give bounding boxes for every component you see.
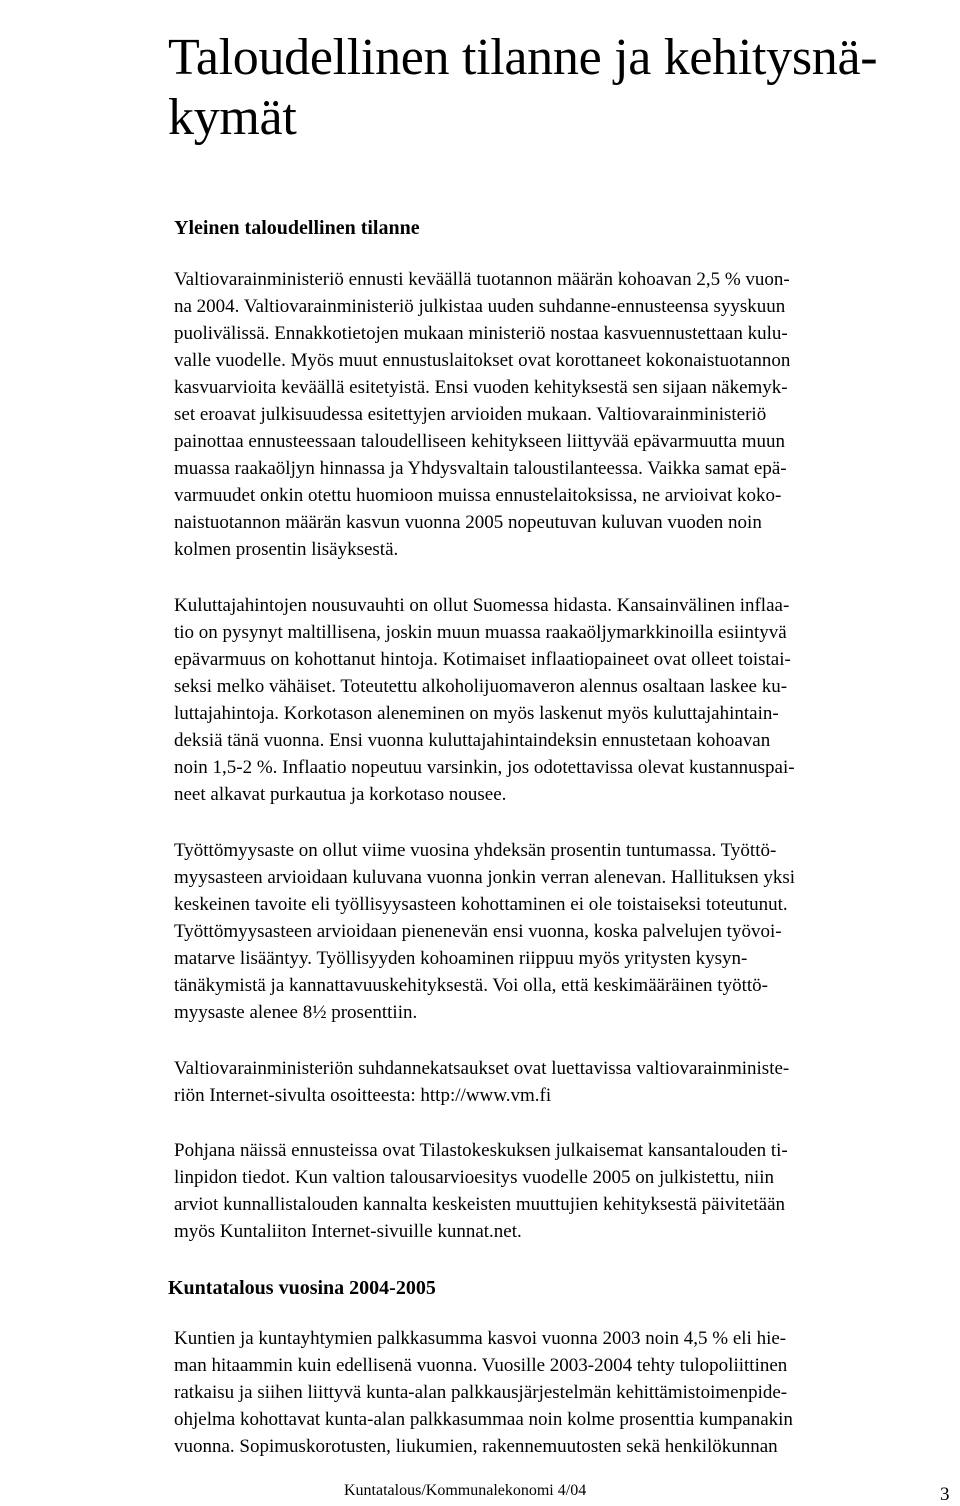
text-line: Kuluttajahintojen nousuvauhti on ollut Suomessa hidasta. Kansainvälinen inflaa- xyxy=(174,595,790,616)
title-line: Taloudellinen tilanne ja kehitysnä- xyxy=(168,29,878,86)
paragraph-2 xyxy=(174,592,944,808)
text-line: Kuntien ja kuntayhtymien palkkasumma kasvoi vuonna 2003 noin 4,5 % eli hie- xyxy=(174,1328,787,1349)
text-line: ohjelma kohottavat kunta-alan palkkasummaa noin kolme prosenttia kumpanakin xyxy=(174,1409,793,1430)
text-line: tänäkymistä ja kannattavuuskehityksestä. Voi olla, että keskimääräinen työttö- xyxy=(174,975,768,996)
text-line: matarve lisääntyy. Työllisyyden kohoaminen riippuu myös yritysten kysyn- xyxy=(174,948,748,969)
text-line: epävarmuus on kohottanut hintoja. Kotimaiset inflaatiopaineet ovat olleet toistai- xyxy=(174,649,791,670)
publication-footer: Kuntatalous/Kommunalekonomi 4/04 xyxy=(344,1482,587,1499)
text-line: neet alkavat purkautua ja korkotaso nousee. xyxy=(174,784,507,805)
paragraph-4 xyxy=(174,1055,944,1109)
paragraph-1 xyxy=(174,266,944,563)
text-line: vuonna. Sopimuskorotusten, liukumien, rakennemuutosten sekä henkilökunnan xyxy=(174,1436,778,1457)
text-line: keskeinen tavoite eli työllisyysasteen kohottaminen ei ole toistaiseksi toteutunut. xyxy=(174,894,788,915)
text-line: painottaa ennusteessaan taloudelliseen kehitykseen liittyvää epävarmuutta muun xyxy=(174,431,785,452)
text-line: naistuotannon määrän kasvun vuonna 2005 nopeutuvan kuluvan vuoden noin xyxy=(174,512,762,533)
text-line: Työttömyysasteen arvioidaan pienenevän ensi vuonna, koska palvelujen työvoi- xyxy=(174,921,782,942)
section-heading-kuntatalous: Kuntatalous vuosina 2004-2005 xyxy=(168,1277,436,1299)
page-title xyxy=(168,28,928,148)
text-line: Valtiovarainministeriön suhdannekatsaukset ovat luettavissa valtiovarainministe- xyxy=(174,1058,790,1079)
text-line: tio on pysynyt maltillisena, joskin muun muassa raakaöljymarkkinoilla esiintyvä xyxy=(174,622,787,643)
section-heading-yleinen: Yleinen taloudellinen tilanne xyxy=(174,217,420,239)
text-line: luttajahintoja. Korkotason aleneminen on myös laskenut myös kuluttajahintain- xyxy=(174,703,779,724)
text-line: muassa raakaöljyn hinnassa ja Yhdysvaltain taloustilanteessa. Vaikka samat epä- xyxy=(174,458,787,479)
text-line: varmuudet onkin otettu huomioon muissa ennustelaitoksissa, ne arvioivat koko- xyxy=(174,485,782,506)
title-line: kymät xyxy=(168,89,297,146)
text-line: Valtiovarainministeriö ennusti keväällä tuotannon määrän kohoavan 2,5 % vuon- xyxy=(174,269,790,290)
text-line: ratkaisu ja siihen liittyvä kunta-alan palkkausjärjestelmän kehittämistoimenpide- xyxy=(174,1382,788,1403)
text-line: noin 1,5-2 %. Inflaatio nopeutuu varsinkin, jos odotettavissa olevat kustannuspai- xyxy=(174,757,795,778)
paragraph-6 xyxy=(174,1325,944,1460)
text-line: kolmen prosentin lisäyksestä. xyxy=(174,539,399,560)
text-line: myysasteen arvioidaan kuluvana vuonna jonkin verran alenevan. Hallituksen yksi xyxy=(174,867,796,888)
text-line: linpidon tiedot. Kun valtion talousarvioesitys vuodelle 2005 on julkistettu, niin xyxy=(174,1167,775,1188)
text-line: seksi melko vähäiset. Toteutettu alkoholijuomaveron alennus osaltaan laskee ku- xyxy=(174,676,788,697)
paragraph-5 xyxy=(174,1137,944,1245)
text-line: myös Kuntaliiton Internet-sivuille kunnat.net. xyxy=(174,1221,522,1242)
text-line: na 2004. Valtiovarainministeriö julkistaa uuden suhdanne-ennusteensa syyskuun xyxy=(174,296,786,317)
text-line: man hitaammin kuin edellisenä vuonna. Vuosille 2003-2004 tehty tulopoliittinen xyxy=(174,1355,788,1376)
text-line: valle vuodelle. Myös muut ennustuslaitokset ovat korottaneet kokonaistuotannon xyxy=(174,350,791,371)
page-number: 3 xyxy=(940,1484,950,1505)
text-line: kasvuarvioita keväällä esitetyistä. Ensi vuoden kehityksestä sen sijaan näkemyk- xyxy=(174,377,788,398)
text-line: puolivälissä. Ennakkotietojen mukaan ministeriö nostaa kasvuennustettaan kulu- xyxy=(174,323,788,344)
text-line: deksiä tänä vuonna. Ensi vuonna kuluttajahintaindeksin ennustetaan kohoavan xyxy=(174,730,771,751)
paragraph-3 xyxy=(174,837,944,1026)
text-line: arviot kunnallistalouden kannalta keskeisten muuttujien kehityksestä päivitetään xyxy=(174,1194,786,1215)
text-line: set eroavat julkisuudessa esitettyjen arvioiden mukaan. Valtiovarainministeriö xyxy=(174,404,767,425)
text-line: Työttömyysaste on ollut viime vuosina yhdeksän prosentin tuntumassa. Työttö- xyxy=(174,840,777,861)
text-line: myysaste alenee 8½ prosenttiin. xyxy=(174,1002,418,1023)
text-line: Pohjana näissä ennusteissa ovat Tilastokeskuksen julkaisemat kansantalouden ti- xyxy=(174,1140,788,1161)
text-line: riön Internet-sivulta osoitteesta: http://www.vm.fi xyxy=(174,1085,552,1106)
